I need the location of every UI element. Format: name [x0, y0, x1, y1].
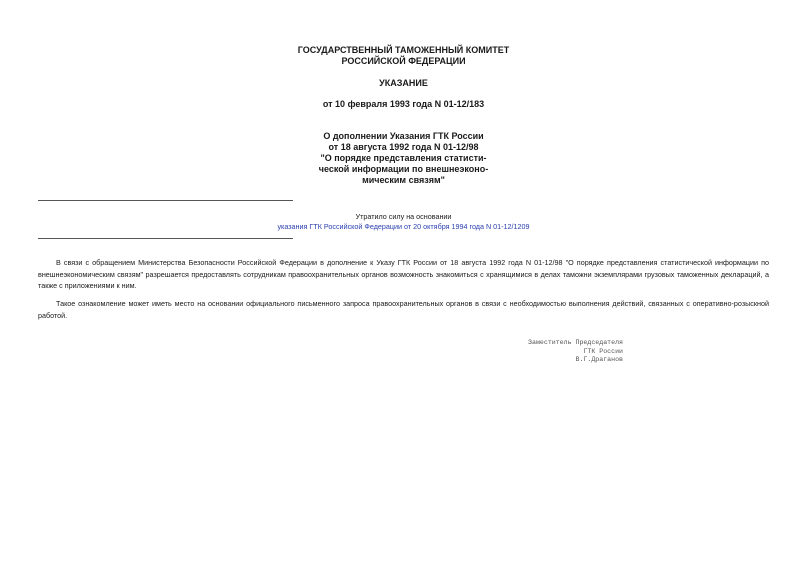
authority-line-2: РОССИЙСКОЙ ФЕДЕРАЦИИ	[341, 56, 466, 66]
subject-line-3: "О порядке представления статисти-	[320, 153, 487, 163]
subject-line-2: от 18 августа 1992 года N 01-12/98	[328, 142, 479, 152]
divider-bottom	[38, 238, 293, 239]
signatory-name: В.Г.Драганов	[575, 356, 623, 363]
document-type: УКАЗАНИЕ	[379, 78, 428, 88]
signatory-agency: ГТК России	[583, 347, 623, 355]
subject-line-4: ческой информации по внешнеэконо-	[318, 164, 489, 174]
subject-line-1: О дополнении Указания ГТК России	[323, 131, 484, 141]
subject-line-5: мическим связям"	[362, 175, 445, 185]
document-date-number: от 10 февраля 1993 года N 01-12/183	[322, 99, 485, 109]
document-subject	[0, 131, 807, 186]
authority-line-1: ГОСУДАРСТВЕННЫЙ ТАМОЖЕННЫЙ КОМИТЕТ	[297, 45, 510, 55]
divider-top	[38, 200, 293, 201]
body-paragraph-2: Такое ознакомление может иметь место на основании официального письменного запроса правоохранительных органов в связи с необходимостью выполнения действий, связанных с оперативно-розыскной работой.	[38, 299, 769, 320]
signatory-position: Заместитель Председателя	[528, 339, 623, 346]
issuing-authority	[0, 45, 807, 67]
status-note: Утратило силу на основании	[355, 212, 452, 221]
signature-block	[528, 339, 623, 365]
repeal-document-link[interactable]: указания ГТК Российской Федерации от 20 октября 1994 года N 01-12/1209	[277, 222, 530, 231]
body-paragraph-1: В связи с обращением Министерства Безопасности Российской Федерации в дополнение к Указу ГТК России от 18 августа 1992 года N 01-12/98 "О порядке представления статистической информации по внешнеэкономическим связям" разрешается предоставлять сотрудникам правоохранительных органов возможность знакомиться с хранящимися в делах таможни экземплярами грузовых таможенных деклараций, а также с приложениями к ним.	[38, 258, 769, 290]
